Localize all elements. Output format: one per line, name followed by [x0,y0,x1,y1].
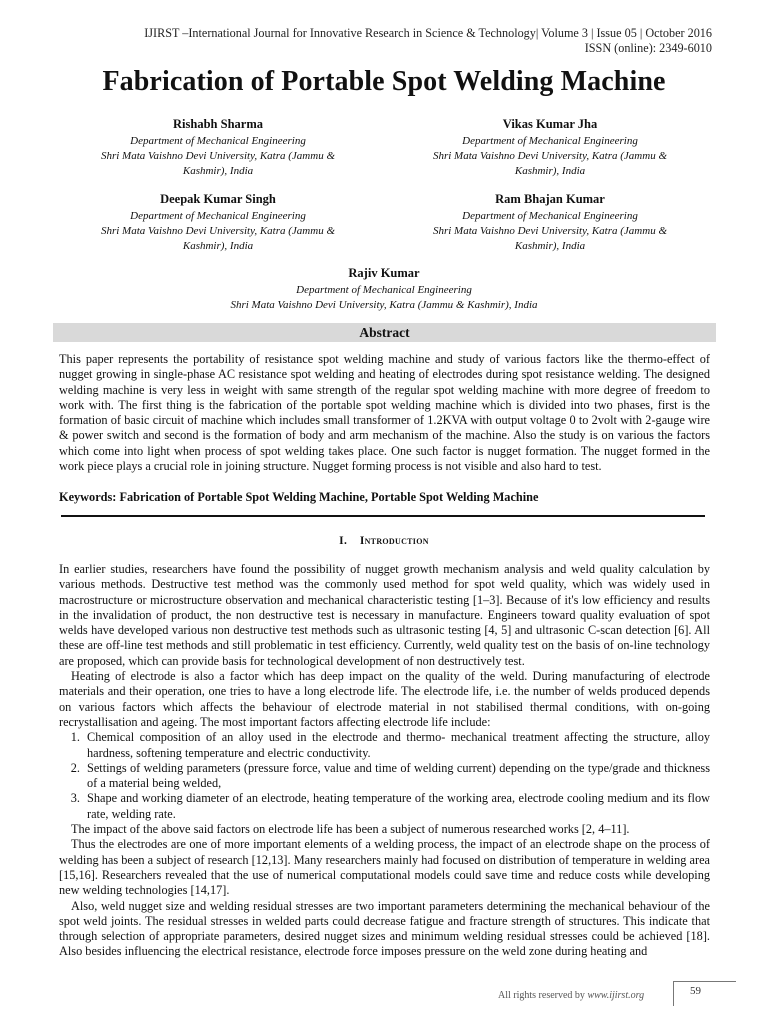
author-department: Department of Mechanical Engineering [130,135,306,147]
page-number: 59 [690,985,701,997]
list-item: 2. Settings of welding parameters (pressure force, value and time of welding current) depending on the type/grade and thickness of a material being welded, [83,761,710,792]
journal-header [144,26,712,56]
author-university: Shri Mata Vaishno Devi University, Katra (Jammu & [100,225,336,237]
author-name: Vikas Kumar Jha [502,117,598,131]
author-department: Department of Mechanical Engineering [462,135,638,147]
author-block [400,116,700,179]
paragraph: In earlier studies, researchers have found the possibility of nugget growth mechanism analysis and weld quality calculation by various methods. Destructive test method was the commonly used method for spot weld quality, which was widely used in macrostructure or microstructure observation and mechanical characteristic testing [1–3]. Because of it's low efficiency and results in the invalidation of product, the non destructive test is necessary in manufacture. Engineers toward quality evaluation of spot welds have developed various non destructive test methods such as ultrasonic testing [4, 5] and ultrasonic C-scan detection [6]. All these are off-line test methods and still problematic in test efficiency. Currently, weld quality test on the basis of on-line technology are proposed, which can provide basis for technological development of non destructively test. [59,562,710,668]
author-department: Department of Mechanical Engineering [296,284,472,296]
page-number-frame [673,981,736,1006]
paragraph: The impact of the above said factors on electrode life has been a subject of numerous researched works [2, 4–11]. [71,822,630,837]
author-university: Shri Mata Vaishno Devi University, Katra (Jammu & [432,150,668,162]
list-item: 3. Shape and working diameter of an electrode, heating temperature of the working area, electrode cooling medium and its flow rate, welding rate. [83,791,710,822]
author-block [134,265,634,313]
section-divider [61,515,705,517]
journal-issn: ISSN (online): 2349-6010 [584,41,712,55]
author-name: Rishabh Sharma [173,117,263,131]
paper-title: Fabrication of Portable Spot Welding Machine [102,66,666,97]
author-region: Kashmir), India [182,165,254,177]
abstract-heading: Abstract [53,323,716,342]
author-university: Shri Mata Vaishno Devi University, Katra (Jammu & Kashmir), India [230,299,538,311]
section-title: Introduction [359,535,429,547]
author-block [68,116,368,179]
list-item: 1. Chemical composition of an alloy used in the electrode and thermo- mechanical treatment affecting the structure, alloy hardness, softening temperature and electric conductivity. [83,730,710,761]
footer-website-link[interactable]: www.ijirst.org [587,990,645,1001]
keywords: Keywords: Fabrication of Portable Spot Welding Machine, Portable Spot Welding Machine [59,490,539,504]
footer-rights-text: All rights reserved by [498,990,585,1001]
author-block [400,191,700,254]
author-block [68,191,368,254]
author-name: Ram Bhajan Kumar [495,192,605,206]
section-heading [0,535,768,547]
author-department: Department of Mechanical Engineering [462,210,638,222]
paragraph: Heating of electrode is also a factor which has deep impact on the quality of the weld. During manufacturing of electrode materials and their operation, one tries to have a long electrode life. The electrode life, i.e. the number of welds produced depends on various factors which affects the behaviour of electrode material in not stabilised thermal conditions, with on-going recrystallisation and ageing. The most important factors affecting electrode life include: [59,669,710,729]
abstract-text: This paper represents the portability of resistance spot welding machine and study of various factors like the thermo-effect of nugget growing in single-phase AC resistance spot welding and heating of electrodes during spot resistance welding. The designed welding machine is very less in weight with same strength of the regular spot welding machine with more degree of freedom to work with. The first thing is the fabrication of the portable spot welding machine which is divided into two phases, first is the formation of basic circuit of machine which includes small transformer of 1.2KVA with output voltage 0 to 2volt with 2-gauge wire & power switch and second is the formation of body and arm mechanism of the machine. Also the study is on various the factors which come into light when process of spot welding takes place. One such factor is nugget formation. The nugget formed in the work piece plays a crucial role in joining structure. Nugget forming process is not visible and also hard to test. [59,352,710,474]
author-university: Shri Mata Vaishno Devi University, Katra (Jammu & [432,225,668,237]
author-region: Kashmir), India [514,165,586,177]
paragraph: Also, weld nugget size and welding residual stresses are two important parameters determining the mechanical behaviour of the spot weld joints. The residual stresses in welded parts could decrease fatigue and fracture strength of structures. This indicate that through selection of appropriate parameters, desired nugget sizes and minimum welding residual stresses could be achieved [18]. Also besides influencing the electrical resistance, electrode force imposes pressure on the weld zone during heating and [59,898,710,959]
author-name: Deepak Kumar Singh [160,192,276,206]
author-department: Department of Mechanical Engineering [130,210,306,222]
author-region: Kashmir), India [182,240,254,252]
paragraph: Thus the electrodes are one of more important elements of a welding process, the impact of an electrode shape on the process of welding has been a subject of research [12,13]. Many researchers mainly had focused on distribution of temperature in welding area [15,16]. Researchers revealed that the use of numerical computational models could save time and reduce costs while developing new welding technologies [14,17]. [59,837,710,898]
author-name: Rajiv Kumar [348,266,420,280]
body-text [59,562,710,960]
section-number: I. [339,535,348,547]
journal-citation: IJIRST –International Journal for Innovative Research in Science & Technology| Volume 3 | Issue 05 | October 2016 [144,26,712,40]
author-region: Kashmir), India [514,240,586,252]
author-university: Shri Mata Vaishno Devi University, Katra (Jammu & [100,150,336,162]
factor-list [59,730,710,822]
footer-copyright [498,990,644,1001]
